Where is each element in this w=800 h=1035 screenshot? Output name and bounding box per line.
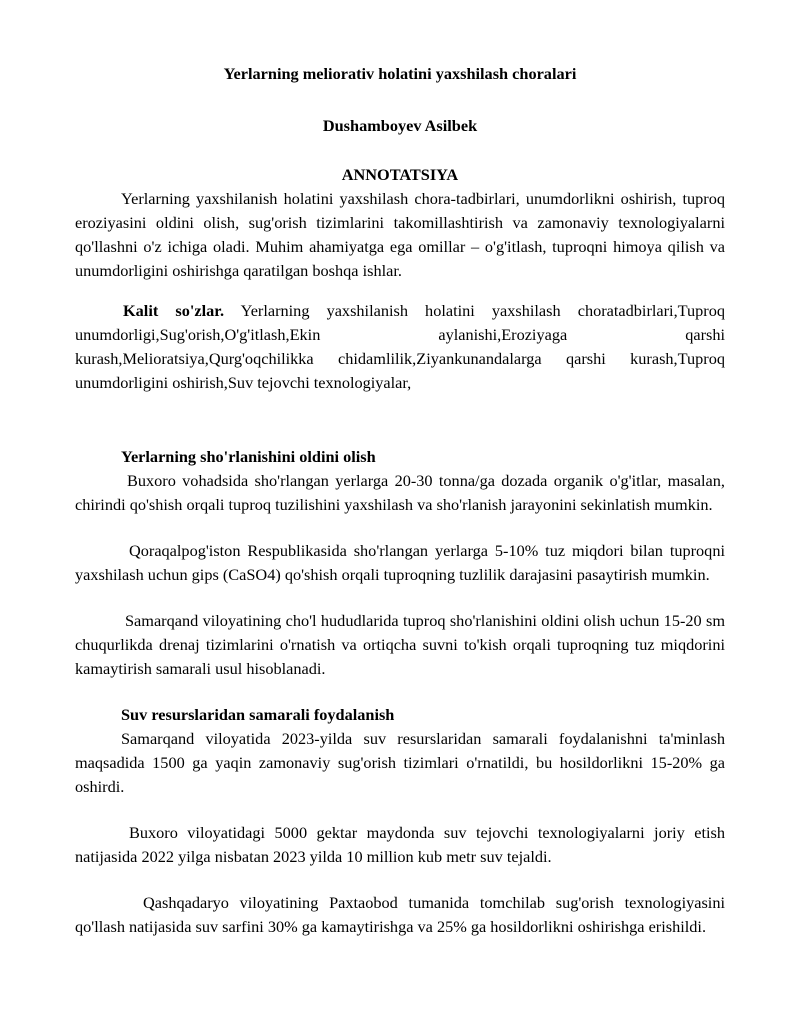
section2-paragraph: Buxoro viloyatidagi 5000 gektar maydonda suv tejovchi texnologiyalarni joriy etish natijasida 2022 yilga nisbatan 2023 yilda 10 million kub metr suv tejaldi.: [75, 823, 725, 866]
document-title: Yerlarning meliorativ holatini yaxshilash choralari: [223, 64, 577, 83]
document-page: [75, 62, 725, 939]
section2-paragraph: Samarqand viloyatida 2023-yilda suv resurslaridan samarali foydalanishni ta'minlash maqsadida 1500 ga yaqin zamonaviy sug'orish tizimlari o'rnatildi, bu hosildorlikni 15-20% ga oshirdi.: [75, 729, 725, 796]
keywords-text: Yerlarning yaxshilanish holatini yaxshilash choratadbirlari,Tuproq unumdorligi,Sug'orish,O'g'itlash,Ekin aylanishi,Eroziyaga qarshi kurash,Melioratsiya,Qurg'oqchilikka chidamlilik,Ziyankunandalarga qarshi kurash,Tuproq unumdorligini oshirish,Suv tejovchi texnologiyalar,: [75, 301, 725, 392]
section1-paragraph: Buxoro vohadsida sho'rlangan yerlarga 20-30 tonna/ga dozada organik o'g'itlar, masalan, chirindi qo'shish orqali tuproq tuzilishini yaxshilash va sho'rlanish jarayonini sekinlatish mumkin.: [75, 471, 725, 514]
section-heading-water-resources: Suv resurslaridan samarali foydalanish: [121, 705, 395, 724]
keywords-label: Kalit so'zlar.: [123, 301, 225, 320]
section2-paragraph: Qashqadaryo viloyatining Paxtaobod tumanida tomchilab sug'orish texnologiyasini qo'llash natijasida suv sarfini 30% ga kamaytirishga va 25% ga hosildorlikni oshirishga erishildi.: [75, 893, 725, 936]
section1-paragraph: Qoraqalpog'iston Respublikasida sho'rlangan yerlarga 5-10% tuz miqdori bilan tuproqni yaxshilash uchun gips (CaSO4) qo'shish orqali tuproqning tuzlilik darajasini pasaytirish mumkin.: [75, 541, 725, 584]
abstract-paragraph: Yerlarning yaxshilanish holatini yaxshilash chora-tadbirlari, unumdorlikni oshirish, tuproq eroziyasini oldini olish, sug'orish tizimlarini takomillashtirish va zamonaviy texnologiyalarni qo'llashni o'z ichiga oladi. Muhim ahamiyatga ega omillar – o'g'itlash, tuproqni himoya qilish va unumdorligini oshirishga qaratilgan boshqa ishlar.: [75, 189, 725, 280]
section1-paragraph: Samarqand viloyatining cho'l hududlarida tuproq sho'rlanishini oldini olish uchun 15-20 sm chuqurlikda drenaj tizimlarini o'rnatish va ortiqcha suvni to'kish orqali tuproqning tuz miqdorini kamaytirish samarali usul hisoblanadi.: [75, 611, 725, 678]
keywords-paragraph: [75, 299, 725, 395]
annotation-heading: ANNOTATSIYA: [341, 165, 459, 184]
author-name: Dushamboyev Asilbek: [322, 116, 478, 135]
section-heading-salinization: Yerlarning sho'rlanishini oldini olish: [121, 447, 376, 466]
